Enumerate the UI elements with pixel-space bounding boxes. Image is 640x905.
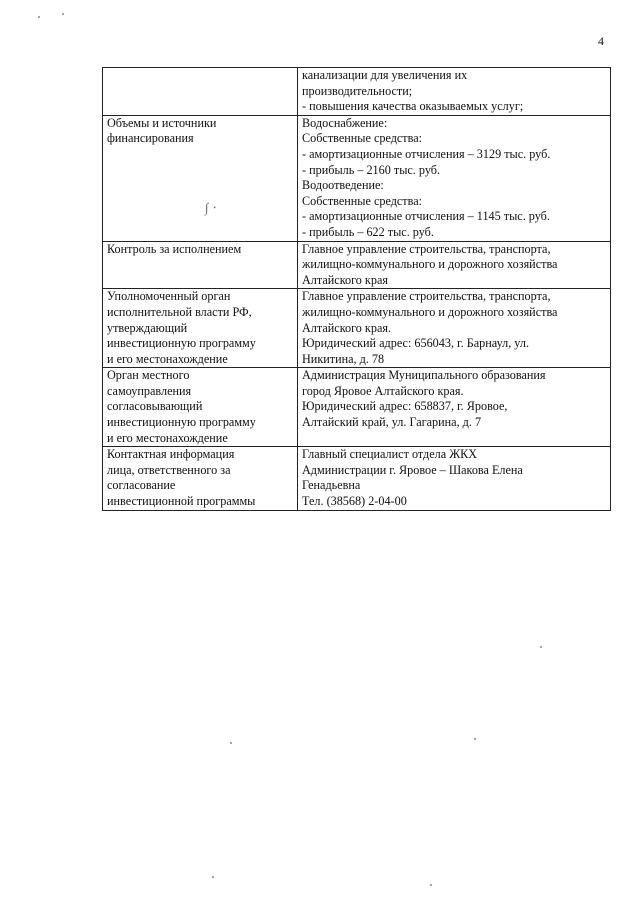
row-value-line: Главный специалист отдела ЖКХ [302,447,478,462]
row-label-cell [103,368,298,447]
row-value-line: Алтайский край, ул. Гагарина, д. 7 [302,415,482,430]
row-label-line: согласование [107,478,176,493]
row-label-line: исполнительной власти РФ, [107,304,252,319]
row-value-line: канализации для увеличения их [302,68,468,82]
table-row [103,289,611,368]
scan-speck [212,876,214,878]
table-row [103,115,611,241]
row-label-line: инвестиционную программу [107,336,256,351]
scan-speck [230,742,232,744]
row-label-line: и его местонахождение [107,351,228,366]
scan-speck [474,738,476,740]
row-value-line: - прибыль – 622 тыс. руб. [302,224,434,239]
scan-speck [62,13,64,15]
scan-speck [540,646,542,648]
row-value-line: Алтайского края [302,272,388,287]
row-value-line: Администрации г. Яровое – Шакова Елена [302,462,523,477]
scan-speck [430,884,432,886]
row-value-line: Главное управление строительства, транспорта, [302,241,551,256]
row-value-cell [298,68,611,116]
row-value-line: город Яровое Алтайского края. [302,383,464,398]
row-value-line: Администрация Муниципального образования [302,368,546,383]
row-label-cell [103,289,298,368]
row-label-line: инвестиционной программы [107,494,256,509]
row-value-line: Никитина, д. 78 [302,351,385,366]
row-label-cell [103,115,298,241]
row-value-cell [298,289,611,368]
row-label-line: Контактная информация [107,447,235,462]
row-label-line: финансирования [107,131,194,146]
row-label-line: лица, ответственного за [107,462,231,477]
table-row [103,68,611,116]
row-label-line: Уполномоченный орган [107,289,231,304]
row-value-line: Водоснабжение: [302,115,388,130]
row-value-line: жилищно-коммунального и дорожного хозяйства [302,304,558,319]
scan-speck [38,16,40,18]
row-label-line: Орган местного [107,368,190,383]
table-row [103,368,611,447]
row-value-line: жилищно-коммунального и дорожного хозяйства [302,257,558,272]
row-value-line: Собственные средства: [302,193,423,208]
investment-program-table [102,67,611,511]
row-label-cell [103,447,298,510]
row-label-cell [103,241,298,289]
row-value-line: - повышения качества оказываемых услуг; [302,99,524,114]
row-label-line: инвестиционную программу [107,415,256,430]
page-number: 4 [598,34,604,48]
row-value-line: Водоотведение: [302,178,384,193]
row-value-line: производительности; [302,83,413,98]
row-value-cell [298,447,611,510]
row-value-line: Генадьевна [302,478,361,493]
row-value-cell [298,368,611,447]
row-value-line: - амортизационные отчисления – 1145 тыс. руб. [302,209,550,224]
row-label-cell [103,68,298,116]
row-value-line: Алтайского края. [302,320,392,335]
row-value-line: Юридический адрес: 658837, г. Яровое, [302,399,508,414]
table-row [103,447,611,510]
row-label-line: самоуправления [107,383,192,398]
row-value-line: Собственные средства: [302,131,423,146]
row-value-line: Юридический адрес: 656043, г. Барнаул, ул. [302,336,529,351]
row-label-line: Контроль за исполнением [107,241,242,256]
row-value-line: Главное управление строительства, транспорта, [302,289,551,304]
row-value-line: - прибыль – 2160 тыс. руб. [302,162,441,177]
row-label-line: утверждающий [107,320,188,335]
row-label-line: Объемы и источники [107,115,217,130]
row-value-line: - амортизационные отчисления – 3129 тыс. руб. [302,146,551,161]
row-value-line: Тел. (38568) 2-04-00 [302,494,407,509]
row-label-line: и его местонахождение [107,430,228,445]
row-value-cell [298,115,611,241]
row-label-line: согласовывающий [107,399,203,414]
scan-artifact: ∫ ⸱ [205,200,216,215]
table-row [103,241,611,289]
row-value-cell [298,241,611,289]
